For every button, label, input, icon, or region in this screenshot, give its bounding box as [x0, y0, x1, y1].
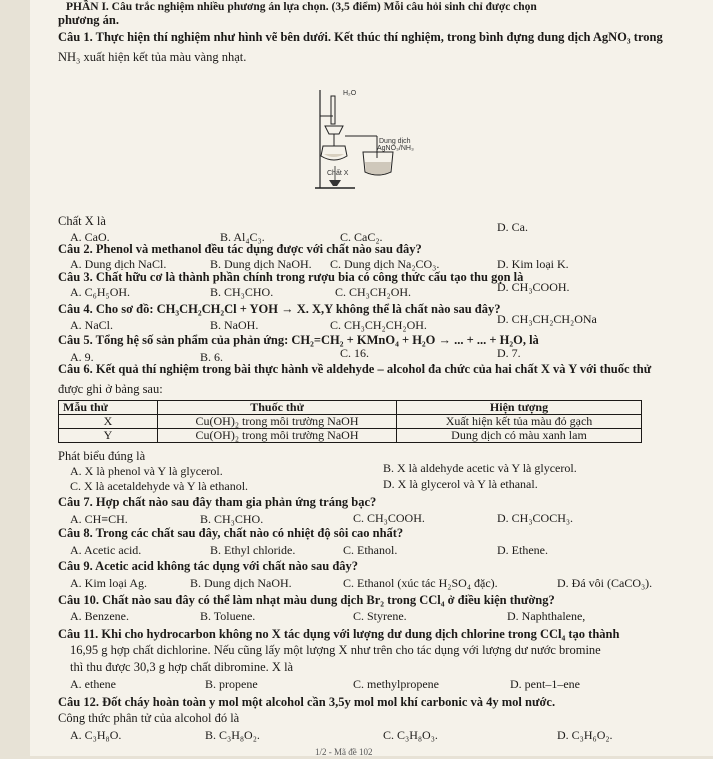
q1-stem: Chất X là [58, 214, 106, 228]
q6-option-d[interactable]: D. X là glycerol và Y là ethanal. [383, 477, 538, 491]
q12-option-c[interactable]: C. C₃H₈O₃. [383, 728, 438, 742]
table-row [59, 429, 642, 443]
apparatus-figure [315, 86, 425, 196]
q9-option-a[interactable]: A. Kim loại Ag. [70, 576, 147, 590]
q4-option-c[interactable]: C. CH₃CH₂CH₂OH. [330, 318, 427, 332]
q11-option-b[interactable]: B. propene [205, 677, 258, 691]
q11-option-c[interactable]: C. methylpropene [353, 677, 439, 691]
part-title: PHẦN I. Câu trắc nghiệm nhiều phương án lựa chọn. (3,5 điểm) Mỗi câu hỏi sinh chỉ được chọn [66, 1, 537, 13]
q1-text-cont: NH₃ xuất hiện kết tủa màu vàng nhạt. [58, 50, 247, 64]
q9-text: Câu 9. Acetic acid không tác dụng với chất nào sau đây? [58, 559, 359, 573]
q9-option-d[interactable]: D. Đá vôi (CaCO₃). [557, 576, 653, 590]
q9-option-b[interactable]: B. Dung dịch NaOH. [190, 576, 292, 590]
q6-text-cont: được ghi ở bảng sau: [58, 382, 163, 396]
q5-option-a[interactable]: A. 9. [70, 350, 94, 364]
label-solution: Dung dịch [379, 138, 411, 145]
q5-option-d[interactable]: D. 7. [497, 346, 521, 360]
q4-option-a[interactable]: A. NaCl. [70, 318, 113, 332]
q11-option-a[interactable]: A. ethene [70, 677, 116, 691]
q2-option-d[interactable]: D. Kim loại K. [497, 257, 569, 271]
q1-option-d[interactable]: D. Ca. [497, 220, 528, 234]
q8-option-d[interactable]: D. Ethene. [497, 543, 548, 557]
q4-text: Câu 4. Cho sơ đồ: CH₃CH₂CH₂Cl + YOH → X. X,Y không thể là chất nào sau đây? [58, 302, 501, 316]
q7-option-d[interactable]: D. CH₃COCH₃. [497, 511, 574, 525]
q12-text-cont: Công thức phân tử của alcohol đó là [58, 711, 240, 725]
q10-option-a[interactable]: A. Benzene. [70, 609, 129, 623]
q3-option-d[interactable]: D. CH₃COOH. [497, 280, 570, 294]
table-cell: Y [59, 429, 158, 443]
q5-option-c[interactable]: C. 16. [340, 346, 370, 360]
table-header: Hiện tượng [397, 401, 642, 415]
q2-option-b[interactable]: B. Dung dịch NaOH. [210, 257, 312, 271]
label-x: Chất X [327, 170, 349, 177]
q11-option-d[interactable]: D. pent–1–ene [510, 677, 580, 691]
q10-option-c[interactable]: C. Styrene. [353, 609, 407, 623]
table-header: Mẫu thử [59, 401, 158, 415]
q8-option-a[interactable]: A. Acetic acid. [70, 543, 142, 557]
q8-option-b[interactable]: B. Ethyl chloride. [210, 543, 296, 557]
q4-option-b[interactable]: B. NaOH. [210, 318, 259, 332]
q2-option-a[interactable]: A. Dung dịch NaCl. [70, 257, 167, 271]
table-row [59, 415, 642, 429]
q5-option-b[interactable]: B. 6. [200, 350, 224, 364]
label-water: H₂O [343, 90, 357, 97]
q7-option-c[interactable]: C. CH₃COOH. [353, 511, 425, 525]
q10-text: Câu 10. Chất nào sau đây có thể làm nhạt màu dung dịch Br₂ trong CCl₄ ở điều kiện thường? [58, 593, 555, 607]
q9-option-c[interactable]: C. Ethanol (xúc tác H₂SO₄ đặc). [343, 576, 498, 590]
q12-option-a[interactable]: A. C₃H₈O. [70, 728, 122, 742]
q11-text-cont: 16,95 g hợp chất dichlorine. Nếu cũng lấy một lượng X như trên cho tác dụng với lượng dư nước bromine [70, 643, 601, 657]
q1-option-a[interactable]: A. CaO. [70, 230, 110, 244]
q3-option-b[interactable]: B. CH₃CHO. [210, 285, 274, 299]
table-cell: X [59, 415, 158, 429]
q11-text: Câu 11. Khi cho hydrocarbon không no X tác dụng với lượng dư dung dịch chlorine trong CCl₄ tạo thành [58, 627, 620, 641]
part-title-cont: phương án. [58, 13, 119, 27]
q7-option-b[interactable]: B. CH₃CHO. [200, 512, 264, 526]
q6-option-b[interactable]: B. X là aldehyde acetic và Y là glycerol. [383, 461, 577, 475]
q11-text-cont2: thì thu được 30,3 g hợp chất dibromine. X là [70, 660, 294, 674]
table-cell: Cu(OH)₂ trong môi trường NaOH [158, 429, 397, 443]
q7-option-a[interactable]: A. CH≡CH. [70, 512, 128, 526]
table-cell: Xuất hiện kết tủa màu đỏ gạch [397, 415, 642, 429]
table-cell: Dung dịch có màu xanh lam [397, 429, 642, 443]
table-header: Thuốc thử [158, 401, 397, 415]
table-cell: Cu(OH)₂ trong môi trường NaOH [158, 415, 397, 429]
q7-text: Câu 7. Hợp chất nào sau đây tham gia phản ứng tráng bạc? [58, 495, 377, 509]
q1-text: Câu 1. Thực hiện thí nghiệm như hình vẽ bên dưới. Kết thúc thí nghiệm, trong bình đựng dung dịch AgNO₃ trong [58, 30, 663, 44]
q12-text: Câu 12. Đốt cháy hoàn toàn y mol một alcohol cần 3,5y mol mol khí carbonic và 4y mol nước. [58, 695, 556, 709]
q10-option-d[interactable]: D. Naphthalene, [507, 609, 586, 623]
q3-text: Câu 3. Chất hữu cơ là thành phần chính trong rượu bia có công thức cấu tạo thu gọn là [58, 270, 524, 284]
results-table [58, 400, 642, 443]
q10-option-b[interactable]: B. Toluene. [200, 609, 256, 623]
table-header-row [59, 401, 642, 415]
q4-option-d[interactable]: D. CH₃CH₂CH₂ONa [497, 312, 597, 326]
q3-option-a[interactable]: A. C₆H₅OH. [70, 285, 131, 299]
label-solution-2: AgNO₃/NH₃ [377, 145, 414, 152]
page-footer: 1/2 - Mã đề 102 [315, 747, 373, 757]
q8-option-c[interactable]: C. Ethanol. [343, 543, 398, 557]
q2-option-c[interactable]: C. Dung dịch Na₂CO₃. [330, 257, 440, 271]
q8-text: Câu 8. Trong các chất sau đây, chất nào có nhiệt độ sôi cao nhất? [58, 526, 404, 540]
q3-option-c[interactable]: C. CH₃CH₂OH. [335, 285, 412, 299]
q2-text: Câu 2. Phenol và methanol đều tác dụng được với chất nào sau đây? [58, 242, 422, 256]
q1-option-c[interactable]: C. CaC₂. [340, 230, 383, 244]
q6-stem: Phát biểu đúng là [58, 449, 146, 463]
q6-option-c[interactable]: C. X là acetaldehyde và Y là ethanol. [70, 479, 249, 493]
q1-option-b[interactable]: B. Al₄C₃. [220, 230, 265, 244]
q6-text: Câu 6. Kết quả thí nghiệm trong bài thực hành về aldehyde – alcohol đa chức của hai chất X và Y với thuốc thử [58, 362, 652, 376]
q12-option-d[interactable]: D. C₃H₆O₂. [557, 728, 613, 742]
q12-option-b[interactable]: B. C₃H₈O₂. [205, 728, 260, 742]
q5-text: Câu 5. Tổng hệ số sản phẩm của phản ứng: CH₂=CH₂ + KMnO₄ + H₂O → ... + ... + H₂O, là [58, 333, 539, 347]
q6-option-a[interactable]: A. X là phenol và Y là glycerol. [70, 464, 223, 478]
